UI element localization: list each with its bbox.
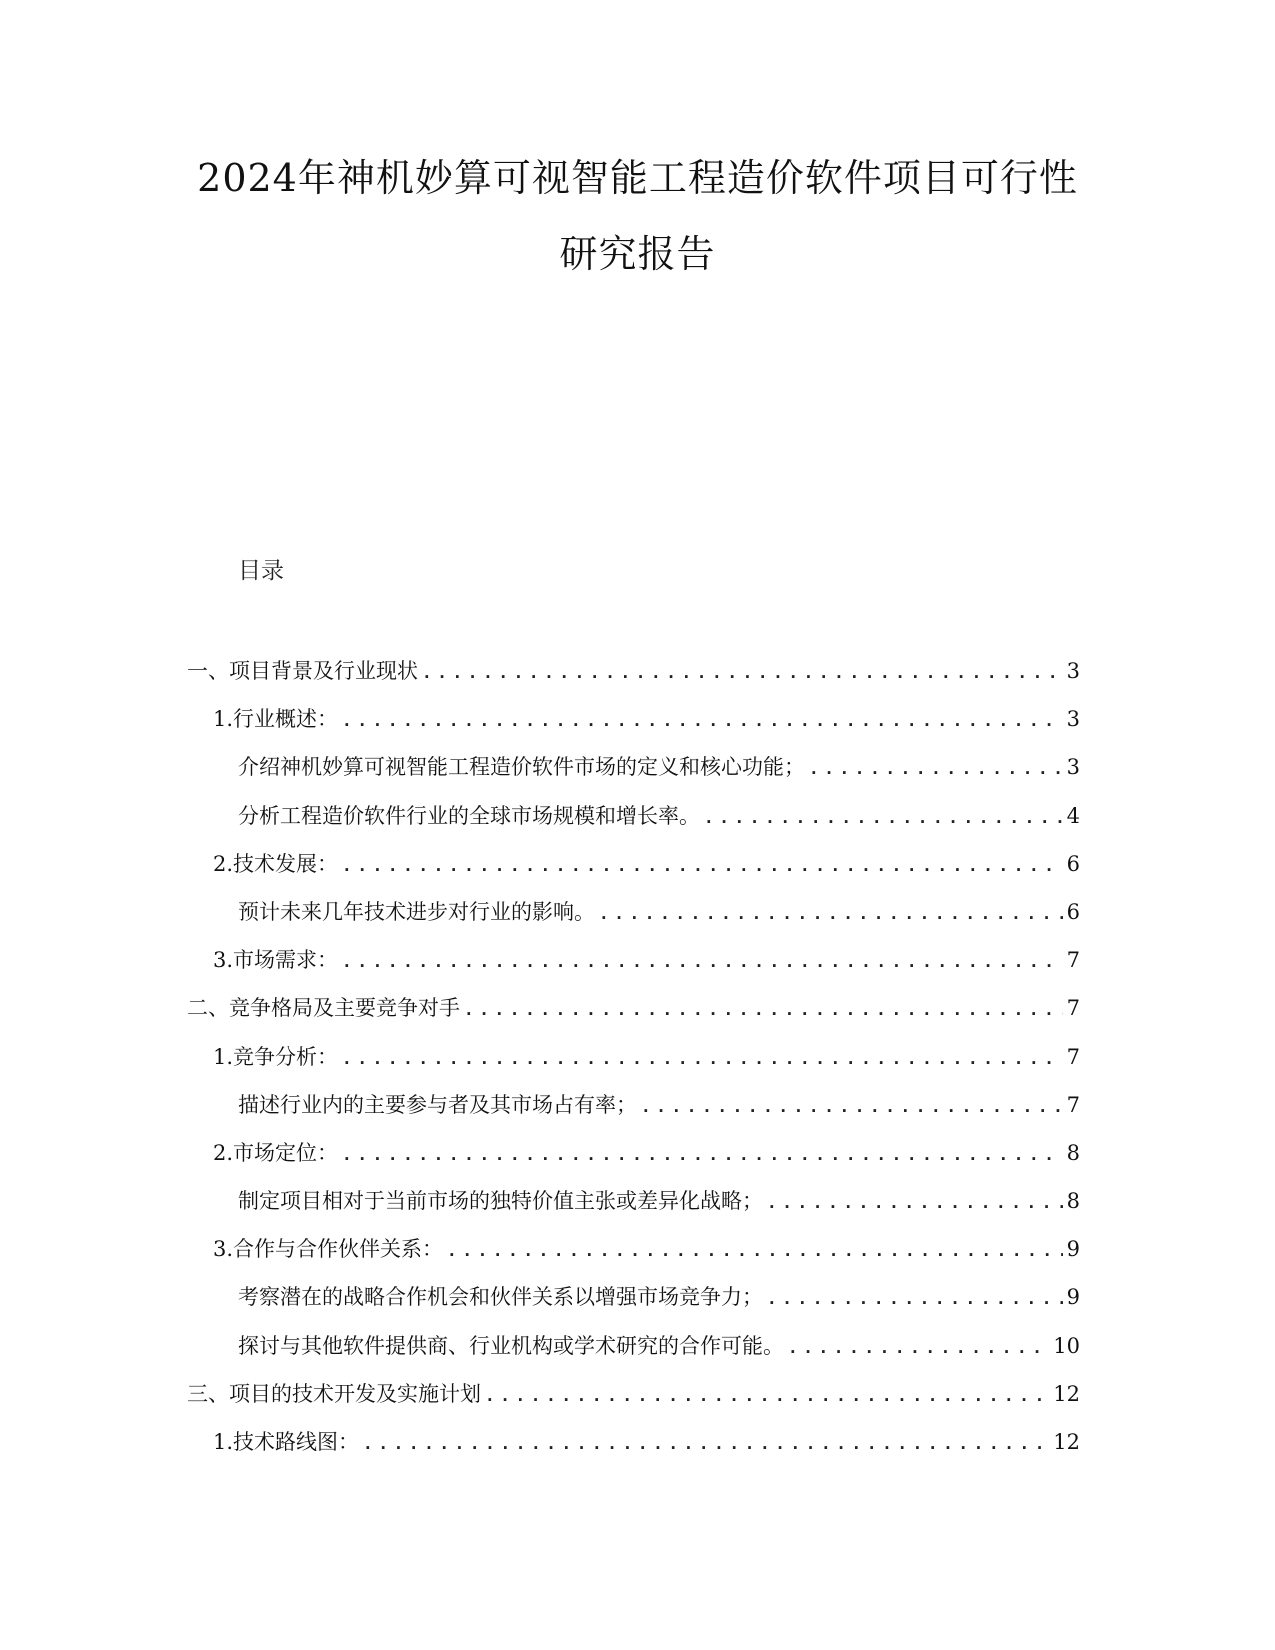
toc-entry-label: 合作与合作伙伴关系：: [233, 1237, 444, 1262]
toc-entry-number: 1.: [213, 707, 234, 732]
toc-entry-page-number: 8: [1066, 1140, 1080, 1165]
toc-entry-page-number: 7: [1066, 1044, 1080, 1069]
toc-dot-leader: [599, 899, 1063, 929]
toc-dot-leader: [342, 1044, 1063, 1074]
toc-entry-page-number: 7: [1066, 1092, 1080, 1117]
toc-dot-leader: [809, 754, 1063, 784]
toc-entry-page-number: 4: [1066, 803, 1080, 828]
toc-entry-number: 1.: [213, 1044, 234, 1069]
toc-entry[interactable]: [187, 945, 1080, 993]
toc-entry-page-number: 7: [1066, 948, 1080, 973]
toc-entry-label: 制定项目相对于当前市场的独特价值主张或差异化战略；: [238, 1189, 763, 1214]
toc-entry-page-number: 7: [1066, 996, 1080, 1021]
toc-dot-leader: [767, 1188, 1063, 1218]
toc-entry-page-number: 8: [1066, 1189, 1080, 1214]
toc-entry[interactable]: [187, 704, 1080, 752]
toc-dot-leader: [788, 1333, 1049, 1363]
toc-entry-page-number: 3: [1066, 659, 1080, 683]
toc-entry[interactable]: [187, 1186, 1080, 1234]
toc-entry[interactable]: [187, 752, 1080, 800]
toc-dot-leader: [767, 1284, 1063, 1314]
toc-entry[interactable]: [187, 1234, 1080, 1282]
toc-entry[interactable]: [187, 656, 1080, 704]
toc-entry-label: 技术发展：: [233, 851, 339, 876]
toc-dot-leader: [464, 995, 1063, 1025]
toc-entry-label: 预计未来几年技术进步对行业的影响。: [238, 899, 595, 924]
toc-entry-page-number: 12: [1053, 1430, 1080, 1454]
title-line-1: 2024年神机妙算可视智能工程造价软件项目可行性: [197, 156, 1078, 200]
toc-dot-leader: [342, 1140, 1063, 1170]
toc-entry-page-number: 10: [1053, 1333, 1080, 1358]
toc-entry-number: 2.: [213, 851, 234, 876]
toc-entry[interactable]: [187, 849, 1080, 897]
toc-dot-leader: [422, 658, 1063, 688]
toc-entry-label: 技术路线图：: [233, 1430, 360, 1454]
toc-entry-number: 3.: [213, 1237, 234, 1262]
toc-entry-page-number: 3: [1066, 755, 1080, 780]
toc-entry-page-number: 12: [1053, 1381, 1080, 1406]
toc-entry[interactable]: [187, 801, 1080, 849]
toc-entry-page-number: 6: [1066, 899, 1080, 924]
toc-entry-page-number: 9: [1066, 1237, 1080, 1262]
toc-dot-leader: [342, 851, 1063, 881]
toc-entry[interactable]: [187, 1042, 1080, 1090]
document-title: [0, 140, 1275, 292]
toc-entry[interactable]: [187, 1379, 1080, 1427]
toc-dot-leader: [641, 1092, 1063, 1122]
toc-entry-label: 分析工程造价软件行业的全球市场规模和增长率。: [238, 803, 700, 828]
toc-entry-page-number: 3: [1066, 707, 1080, 732]
toc-entry[interactable]: [187, 1427, 1080, 1475]
toc-entry-number: 2.: [213, 1140, 234, 1165]
toc-entry-number: 1.: [213, 1430, 234, 1454]
toc-dot-leader: [342, 947, 1063, 977]
toc-entry-label: 一、项目背景及行业现状: [187, 659, 418, 683]
toc-entry[interactable]: [187, 993, 1080, 1041]
table-of-contents: [187, 656, 1080, 1475]
toc-entry-label: 市场定位：: [233, 1140, 339, 1165]
toc-dot-leader: [342, 706, 1063, 736]
toc-entry-label: 市场需求：: [233, 948, 339, 973]
toc-dot-leader: [485, 1381, 1049, 1411]
toc-entry-label: 竞争分析：: [233, 1044, 339, 1069]
toc-entry-label: 行业概述：: [233, 707, 339, 732]
toc-entry[interactable]: [187, 1282, 1080, 1330]
toc-entry-page-number: 9: [1066, 1285, 1080, 1310]
toc-entry-label: 描述行业内的主要参与者及其市场占有率；: [238, 1092, 637, 1117]
toc-entry-number: 3.: [213, 948, 234, 973]
toc-entry-label: 二、竞争格局及主要竞争对手: [187, 996, 460, 1021]
toc-dot-leader: [704, 803, 1063, 833]
toc-entry[interactable]: [187, 1138, 1080, 1186]
toc-entry-label: 三、项目的技术开发及实施计划: [187, 1381, 481, 1406]
toc-dot-leader: [363, 1429, 1049, 1459]
title-line-2: 研究报告: [559, 232, 716, 276]
toc-entry[interactable]: [187, 897, 1080, 945]
toc-entry-label: 介绍神机妙算可视智能工程造价软件市场的定义和核心功能；: [238, 755, 805, 780]
toc-entry-label: 探讨与其他软件提供商、行业机构或学术研究的合作可能。: [238, 1333, 784, 1358]
toc-entry-label: 考察潜在的战略合作机会和伙伴关系以增强市场竞争力；: [238, 1285, 763, 1310]
toc-entry[interactable]: [187, 1331, 1080, 1379]
toc-dot-leader: [447, 1236, 1063, 1266]
toc-entry-page-number: 6: [1066, 851, 1080, 876]
toc-entry[interactable]: [187, 1090, 1080, 1138]
toc-heading: 目录: [238, 558, 284, 584]
